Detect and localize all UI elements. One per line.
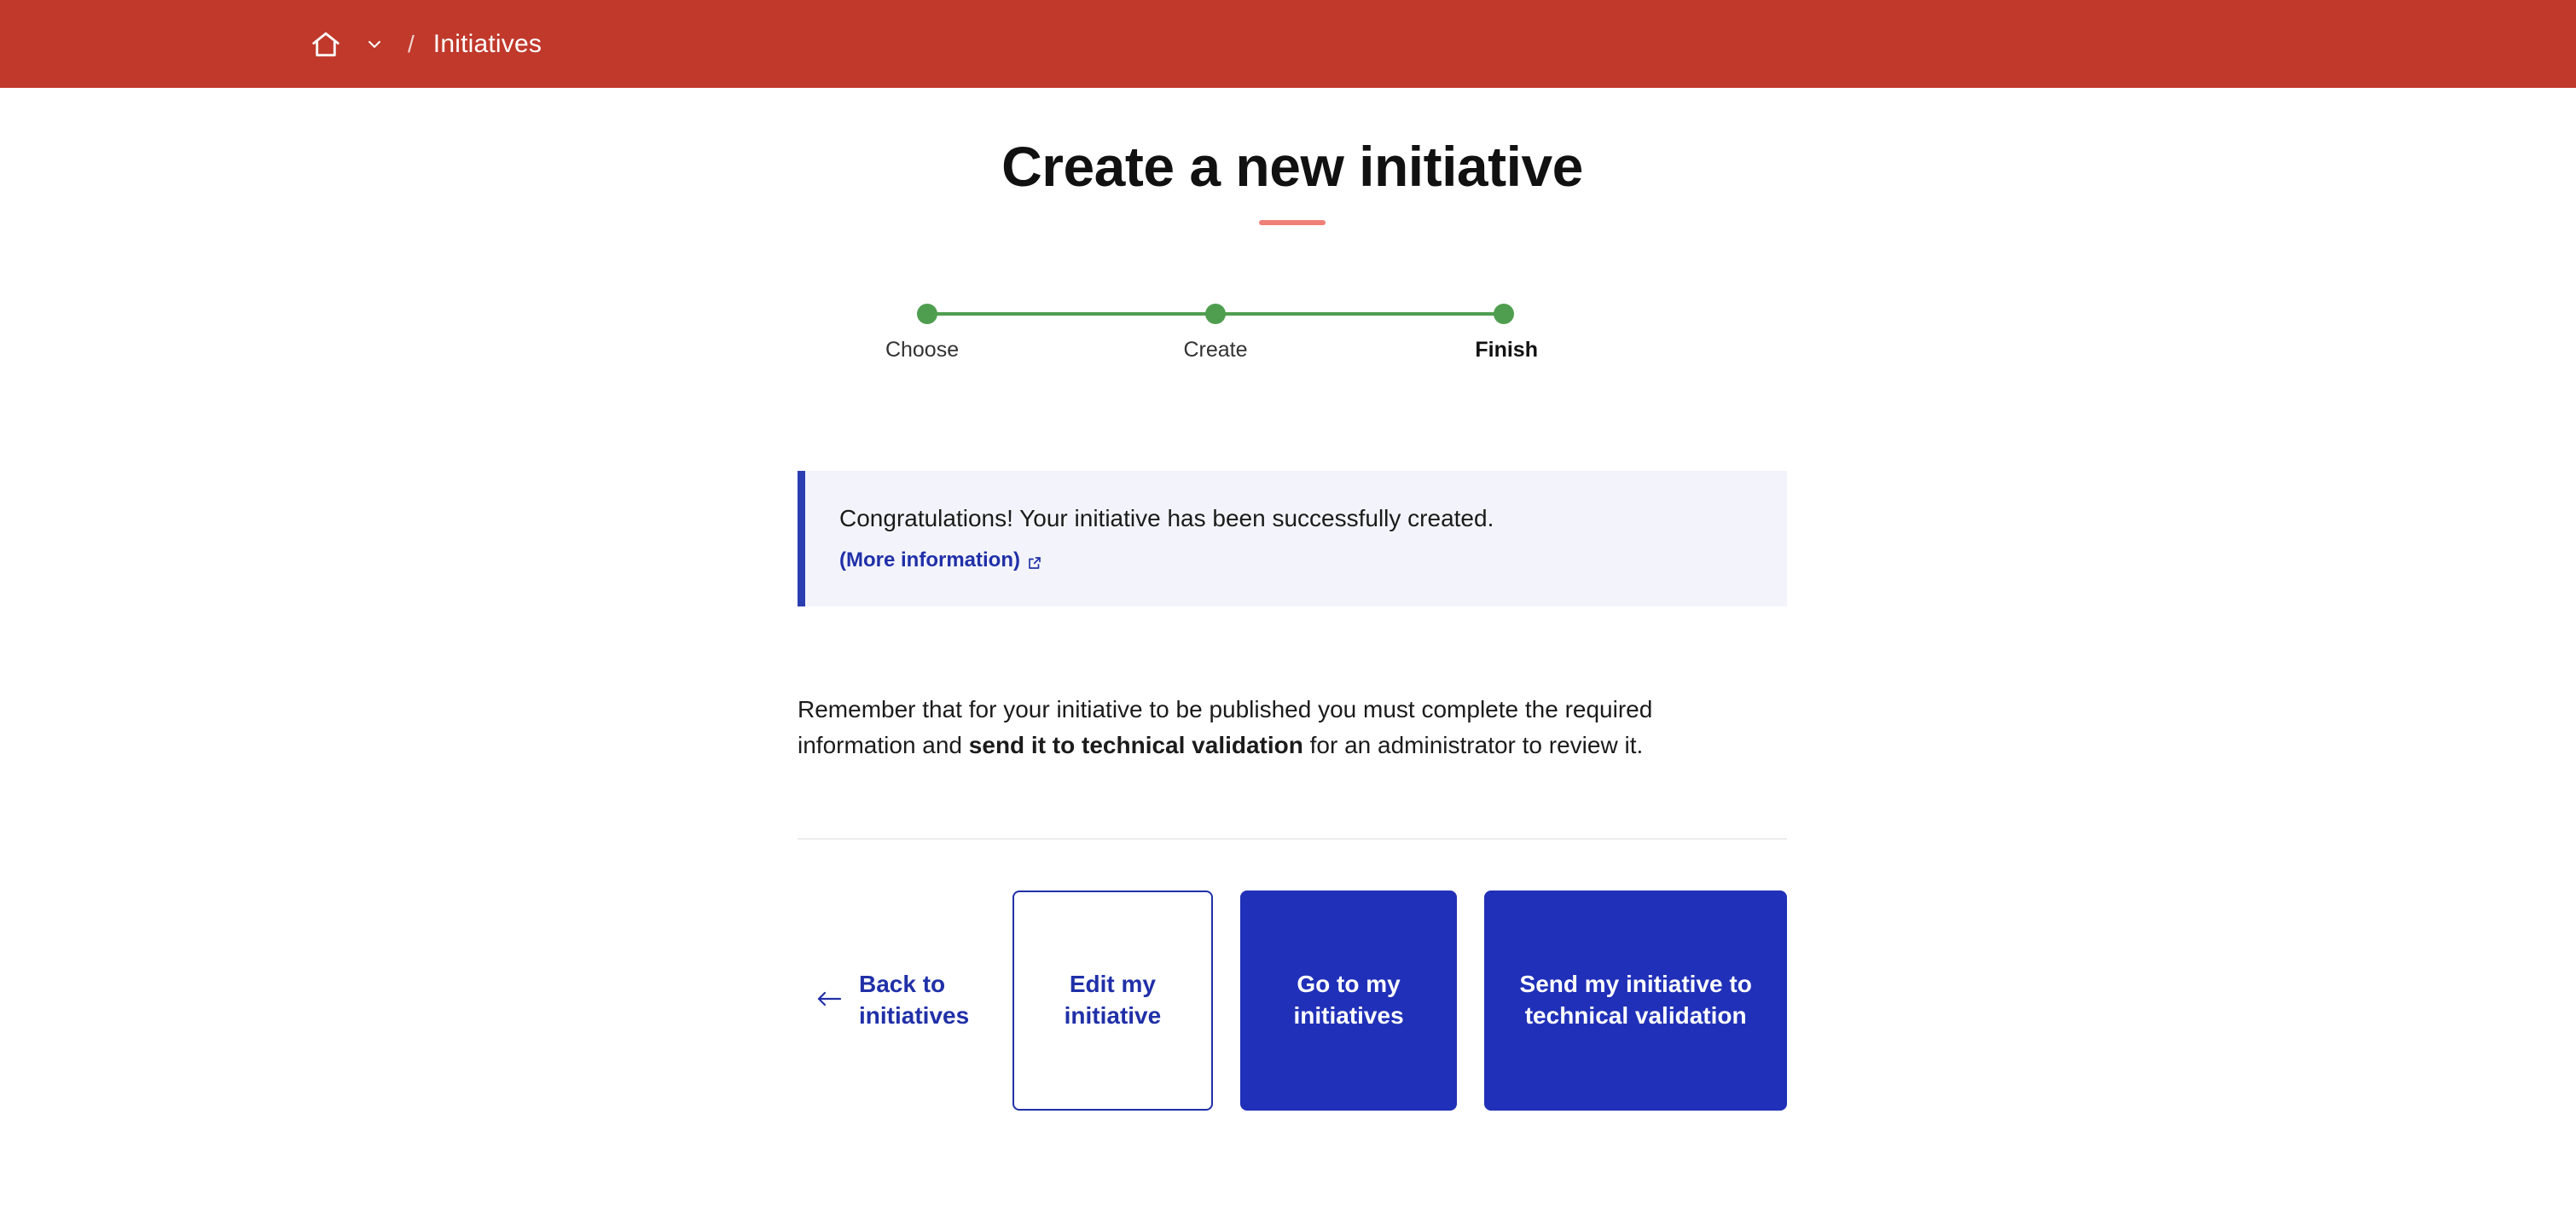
go-to-initiatives-label: Go to my initiatives: [1293, 970, 1404, 1029]
callout-message: Congratulations! Your initiative has been successfully created.: [839, 505, 1494, 532]
arrow-left-icon: [816, 988, 842, 1013]
note-part-two: for an administrator to review it.: [1303, 731, 1644, 758]
publication-note: [798, 692, 1753, 763]
more-information-link[interactable]: [839, 548, 1042, 572]
stepper-dot-choose: [917, 304, 937, 324]
chevron-down-icon[interactable]: [363, 33, 386, 55]
more-information-label: (More information): [839, 548, 1020, 571]
send-to-technical-validation-button[interactable]: [1484, 891, 1787, 1111]
stepper-label-create: Create: [1183, 338, 1248, 363]
send-to-technical-validation-label: Send my initiative to technical validation: [1519, 970, 1752, 1029]
back-to-initiatives-link[interactable]: [798, 891, 985, 1111]
stepper-track: [917, 304, 1514, 324]
back-to-initiatives-label: Back to initiatives: [859, 971, 970, 1029]
success-callout: [798, 471, 1787, 606]
note-part-one: Remember that for your initiative to be published you must complete the required information and: [798, 695, 1653, 758]
stepper-dot-create: [1205, 304, 1226, 324]
external-link-icon: [1027, 553, 1042, 568]
stepper-dot-finish: [1494, 304, 1514, 324]
home-icon[interactable]: [307, 27, 345, 61]
page-title: Create a new initiative: [1001, 135, 1583, 198]
title-underline: [1259, 220, 1326, 225]
edit-initiative-button[interactable]: [1012, 891, 1213, 1111]
top-navigation-bar: [0, 0, 2576, 88]
breadcrumb-separator: /: [408, 30, 415, 57]
note-bold: send it to technical validation: [968, 731, 1303, 758]
stepper-labels: [885, 338, 1538, 367]
stepper-label-choose: Choose: [885, 338, 960, 363]
action-bar: [798, 891, 1787, 1111]
page-body: [0, 88, 2576, 1111]
breadcrumb-initiatives[interactable]: Initiatives: [432, 29, 542, 58]
go-to-initiatives-button[interactable]: [1240, 891, 1457, 1111]
progress-stepper: [885, 304, 1538, 367]
content-column: [798, 137, 1787, 1111]
edit-initiative-label: Edit my initiative: [1064, 970, 1162, 1029]
actions-divider: [798, 838, 1787, 839]
stepper-label-finish: Finish: [1475, 338, 1538, 363]
